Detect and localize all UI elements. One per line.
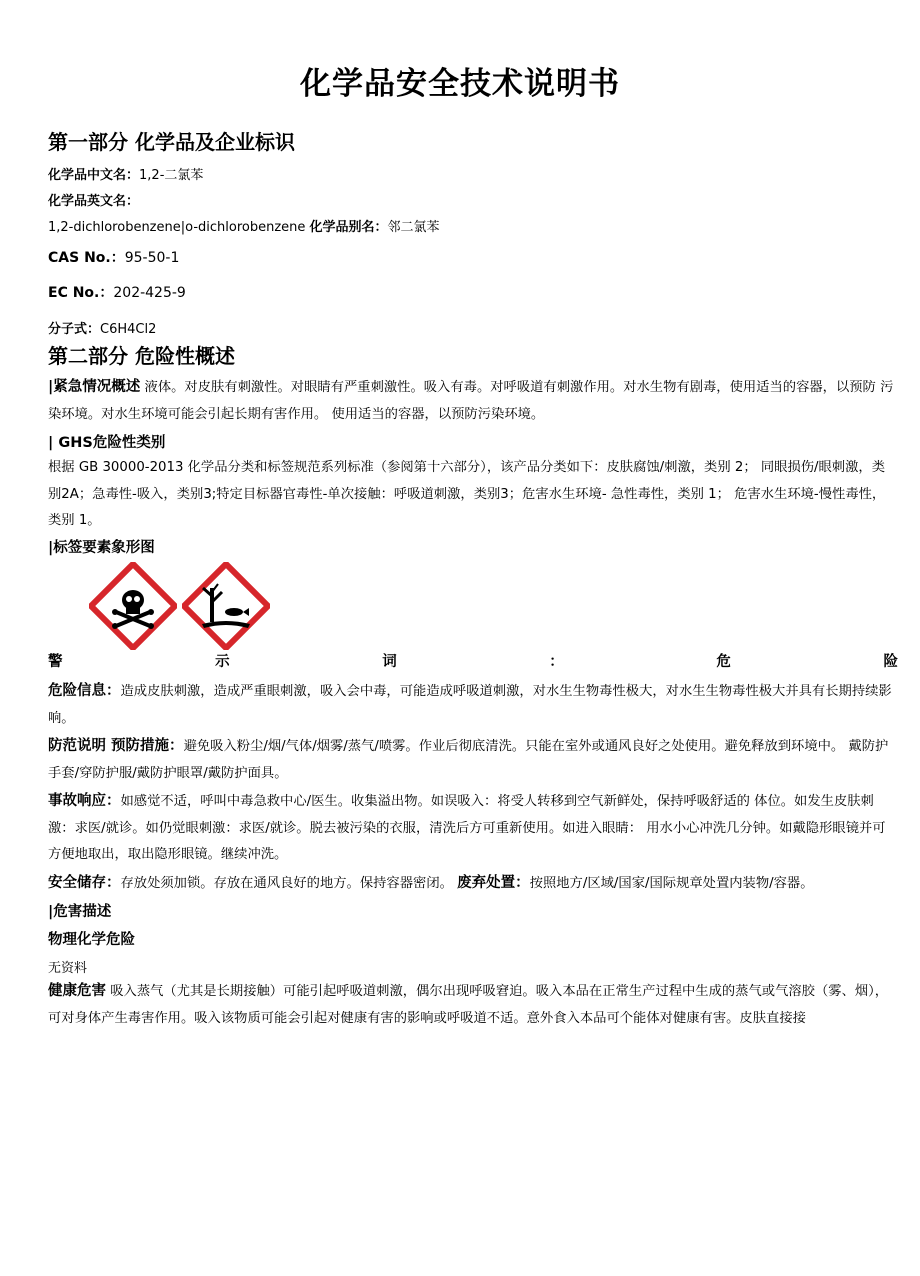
emergency-overview (48, 374, 896, 428)
signal-word-row (48, 650, 898, 671)
hazard-info-text: 造成皮肤刺激，造成严重眼刺激，吸入会中毒，可能造成呼吸道刺激，对水生生物毒性极大，对水生生物毒性极大并具有长期持续影响。 (48, 684, 892, 726)
ghs-classification: 根据 GB 30000-2013 化学品分类和标签规范系列标准（参阅第十六部分），该产品分类如下：皮肤腐蚀/刺激，类别 2； 同眼损伤/眼刺激，类别2A；急毒性-吸入，类别3;特定目标器官毒性-单次接触：呼吸道刺激，类别3；危害水生环境- 急性毒性，类别 1； 危害水生环境-慢性毒性，类别 1。 (48, 460, 886, 528)
cn-name-line (48, 164, 203, 183)
storage-label: 安全储存： (48, 875, 121, 891)
signal-char: 词 (382, 654, 397, 670)
cas-line (48, 247, 179, 267)
alias-value: 邻二氯苯 (387, 220, 440, 235)
disposal-text: 按照地方/区域/国家/国际规章处置内装物/容器。 (529, 876, 814, 891)
health-label: 健康危害 (48, 983, 106, 999)
health-text: 吸入蒸气（尤其是长期接触）可能引起呼吸道刺激，偶尔出现呼吸窘迫。吸入本品在正常生产过程中生成的蒸气或气溶胶（雾、烟）， 可对身体产生毒害作用。吸入该物质可能会引起对健康有害的影响或呼吸道不适。意外食入本品可个能体对健康有害。皮肤直接接 (48, 984, 889, 1026)
storage-disposal (48, 870, 896, 898)
environment-icon (182, 562, 270, 654)
ec-label: EC No.： (48, 285, 114, 301)
en-name-value: 1,2-dichlorobenzene|o-dichlorobenzene (48, 220, 306, 235)
precaution (48, 733, 896, 787)
precaution-text: 避免吸入粉尘/烟/气体/烟雾/蒸气/喷雾。作业后彻底清洗。只能在室外或通风良好之处使用。避免释放到环境中。 戴防护手套/穿防护服/戴防护眼罩/戴防护面具。 (48, 739, 889, 781)
signal-char: ： (549, 654, 564, 670)
signal-char: 险 (883, 654, 898, 670)
section1-heading: 第一部分 化学品及企业标识 (48, 130, 295, 154)
response (48, 788, 896, 869)
precaution-label: 防范说明 预防措施： (48, 738, 184, 754)
formula-value: C6H4Cl2 (100, 322, 157, 337)
physchem-text: 无资料 (48, 961, 88, 976)
response-label: 事故响应： (48, 793, 121, 809)
hazard-info-label: 危险信息： (48, 683, 121, 699)
emergency-label: |紧急情况概述 (48, 379, 141, 395)
cn-name-label: 化学品中文名： (48, 168, 140, 183)
emergency-text: 液体。对皮肤有刺激性。对眼睛有严重刺激性。吸入有毒。对呼吸道有刺激作用。对水生物有剧毒，使用适当的容器，以预防 污染环境。对水生环境可能会引起长期有害作用。 使用适当的容器，以预防污染环境。 (48, 380, 894, 422)
health-hazard (48, 978, 896, 1032)
response-text: 如感觉不适，呼叫中毒急救中心/医生。收集溢出物。如误吸入：将受人转移到空气新鲜处，保持呼吸舒适的 体位。如发生皮肤刺激：求医/就诊。如仍觉眼刺激：求医/就诊。脱去被污染的衣服，清洗后方可重新使用。如进入眼睛： 用水小心冲洗几分钟。如戴隐形眼镜并可 方便地取出，取出隐形眼镜。继续冲洗。 (48, 794, 886, 862)
document-title: 化学品安全技术说明书 (300, 66, 620, 102)
hazard-info (48, 678, 896, 732)
signal-char: 危 (716, 654, 731, 670)
cas-label: CAS No.： (48, 250, 125, 266)
en-name-alias-line (48, 216, 440, 235)
formula-label: 分子式： (48, 322, 101, 337)
section2-heading: 第二部分 危险性概述 (48, 344, 235, 368)
storage-text: 存放处须加锁。存放在通风良好的地方。保持容器密闭。 (120, 876, 458, 891)
disposal-label: 废弃处置： (457, 875, 530, 891)
alias-label: 化学品别名： (309, 220, 388, 235)
ec-value: 202-425-9 (113, 285, 186, 301)
ghs-heading: | GHS危险性类别 (48, 435, 166, 451)
formula-line (48, 318, 156, 337)
hazard-desc-heading: |危害描述 (48, 904, 112, 920)
physchem-heading: 物理化学危险 (48, 932, 135, 948)
signal-char: 示 (215, 654, 230, 670)
en-name-line (48, 190, 139, 209)
cas-value: 95-50-1 (124, 250, 180, 266)
label-elements-heading: |标签要素象形图 (48, 540, 155, 556)
signal-char: 警 (48, 654, 63, 670)
skull-crossbones-icon (89, 562, 177, 654)
ec-line (48, 282, 186, 302)
en-name-label: 化学品英文名： (48, 194, 140, 209)
cn-name-value: 1,2-二氯苯 (139, 168, 204, 183)
